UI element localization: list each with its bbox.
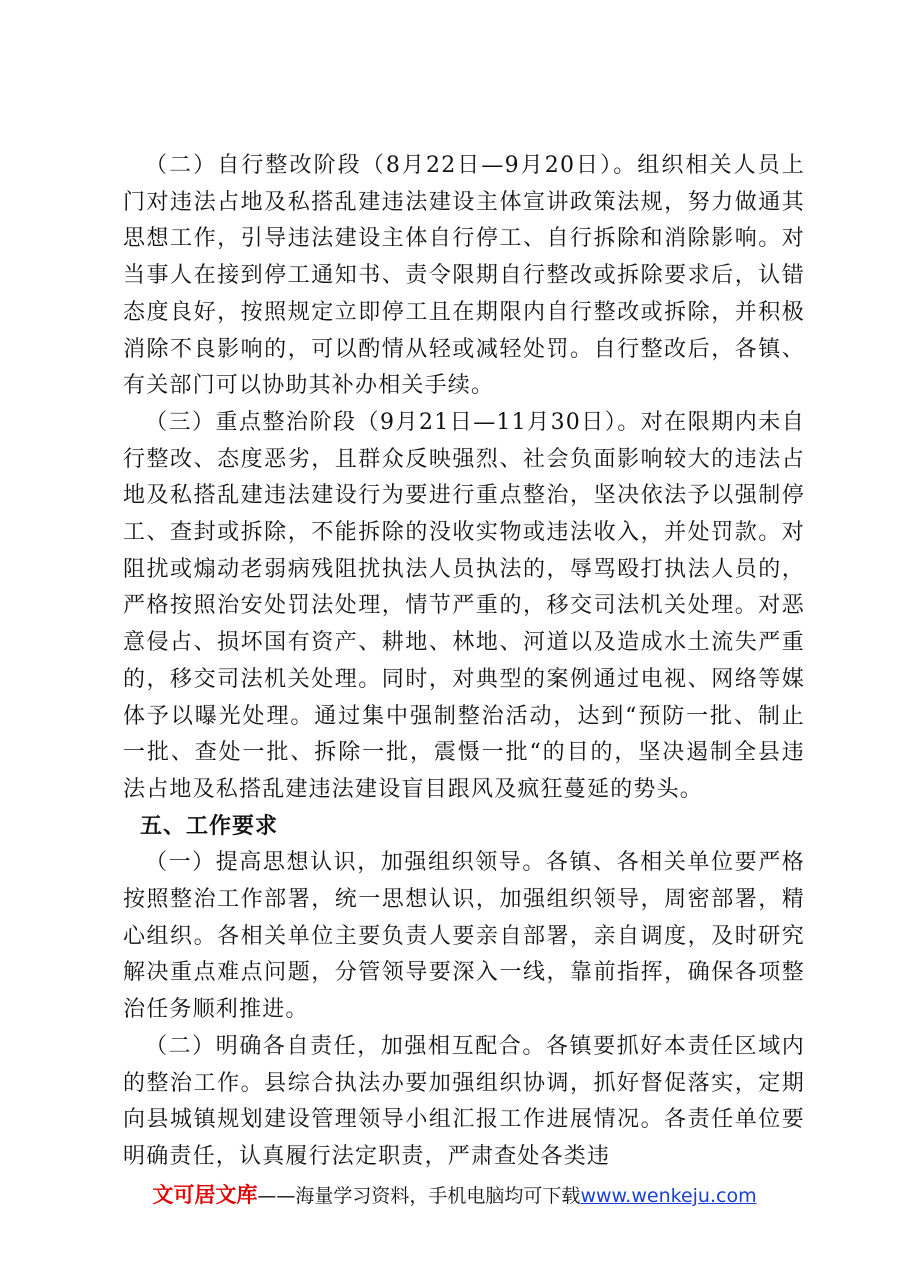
paragraph-clarify-responsibilities: （二）明确各自责任，加强相互配合。各镇要抓好本责任区域内的整治工作。县综合执法办要加强组织协调，抓好督促落实，定期向县城镇规划建设管理领导小组汇报工作进展情况。各责任单位要明确责任，认真履行法定职责，严肃查处各类违 bbox=[123, 1033, 805, 1169]
paragraph-raise-awareness: （一）提高思想认识，加强组织领导。各镇、各相关单位要严格按照整治工作部署，统一思想认识，加强组织领导，周密部署，精心组织。各相关单位主要负责人要亲自部署，亲自调度，及时研究解决重点难点问题，分管领导要深入一线，靠前指挥，确保各项整治任务顺利推进。 bbox=[123, 850, 805, 1023]
section-heading-work-requirements: 五、工作要求 bbox=[140, 813, 279, 839]
paragraph-key-rectification-stage: （三）重点整治阶段（9月21日—11月30日）。对在限期内未自行整改、态度恶劣，且群众反映强烈、社会负面影响较大的违法占地及私搭乱建违法建设行为要进行重点整治，坚决依法予以强制停工、查封或拆除，不能拆除的没收实物或违法收入，并处罚款。对阻扰或煽动老弱病残阻扰执法人员执法的，辱骂殴打执法人员的，严格按照治安处罚法处理，情节严重的，移交司法机关处理。对恶意侵占、损坏国有资产、耕地、林地、河道以及造成水土流失严重的，移交司法机关处理。同时，对典型的案例通过电视、网络等媒体予以曝光处理。通过集中强制整治活动，达到“预防一批、制止一批、查处一批、拆除一批，震慑一批“的目的，坚决遏制全县违法占地及私搭乱建违法建设盲目跟风及疯狂蔓延的势头。 bbox=[123, 409, 805, 802]
footer-brand: 文可居文库 bbox=[152, 1183, 258, 1207]
footer-tagline: ——海量学习资料，手机电脑均可下载 bbox=[257, 1185, 581, 1207]
paragraph-self-rectification-stage: （二）自行整改阶段（8月22日—9月20日）。组织相关人员上门对违法占地及私搭乱建违法建设主体宣讲政策法规，努力做通其思想工作，引导违法建设主体自行停工、自行拆除和消除影响。对当事人在接到停工通知书、责令限期自行整改或拆除要求后，认错态度良好，按照规定立即停工且在期限内自行整改或拆除，并积极消除不良影响的，可以酌情从轻或减轻处罚。自行整改后，各镇、有关部门可以协助其补办相关手续。 bbox=[123, 153, 805, 399]
document-body bbox=[123, 148, 805, 1176]
footer-banner bbox=[0, 1180, 909, 1211]
footer-link[interactable]: www.wenkeju.com bbox=[580, 1185, 757, 1207]
